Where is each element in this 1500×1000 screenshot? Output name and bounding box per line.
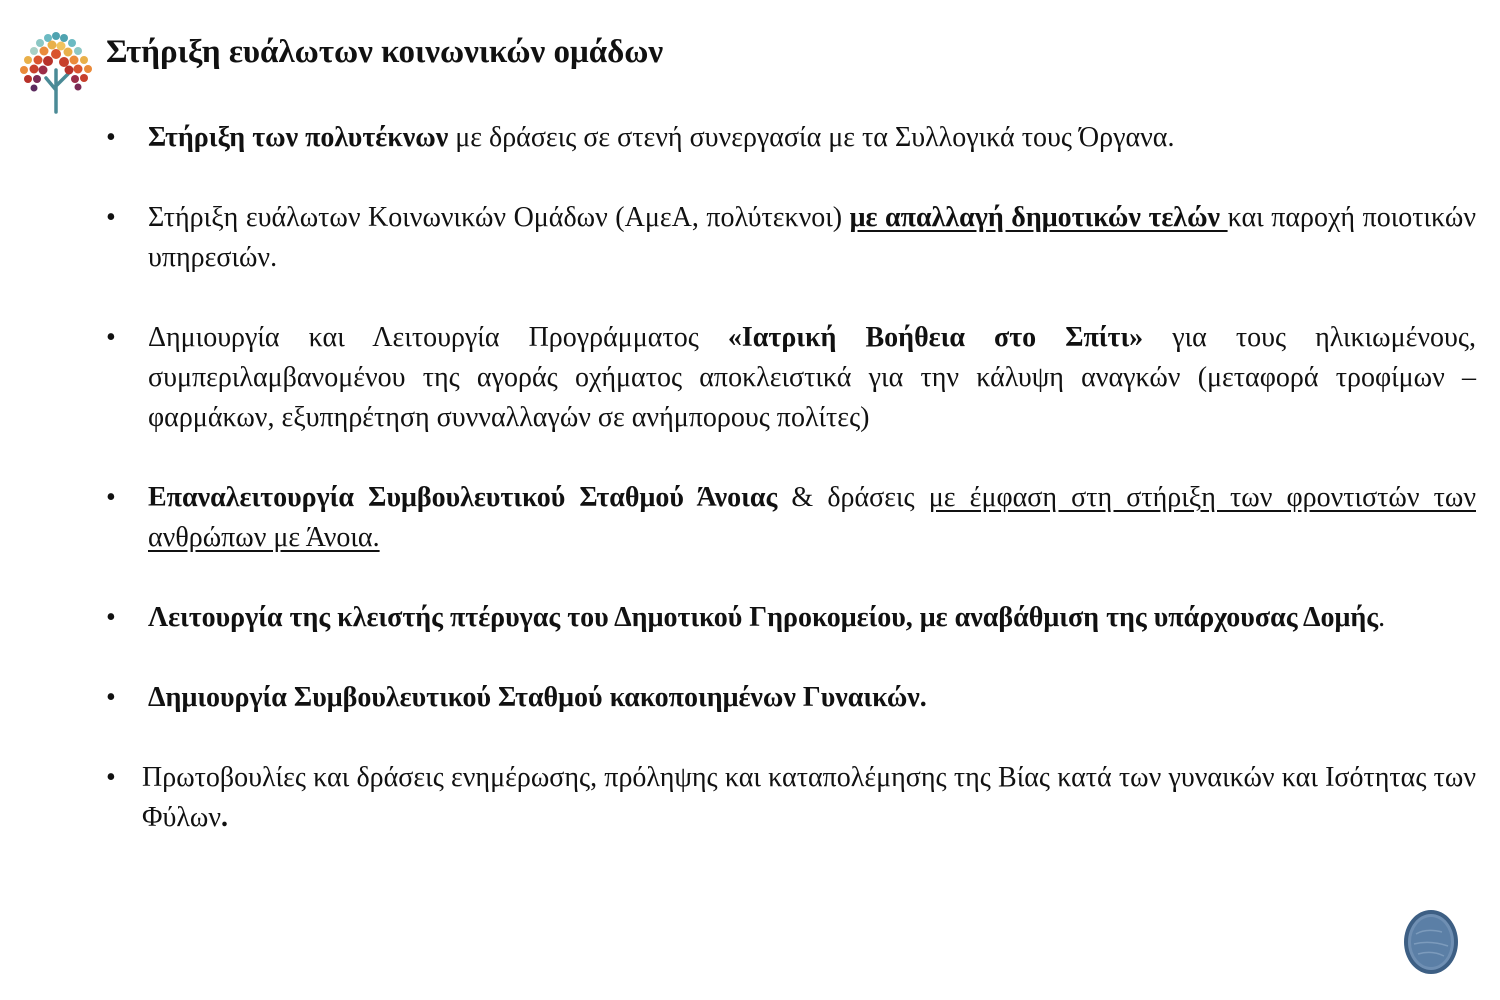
bullet-symbol: • xyxy=(106,482,116,513)
bullet-underlined-text: με έμφαση στη στήριξη των φροντιστών των ανθρώπων με Άνοια. xyxy=(148,482,1476,553)
bullet-item-home-medical-care xyxy=(106,318,1476,438)
bullet-item-violence-prevention xyxy=(106,758,1476,838)
bullet-symbol: • xyxy=(106,122,116,153)
bullet-symbol: • xyxy=(106,682,116,713)
bullet-item-women-counseling xyxy=(106,678,1476,718)
bullet-text: & δράσεις xyxy=(777,482,929,513)
bullet-symbol: • xyxy=(106,322,116,353)
bullet-symbol: • xyxy=(106,602,116,633)
bullet-item-nursing-home xyxy=(106,598,1476,638)
slide-title: Στήριξη ευάλωτων κοινωνικών ομάδων xyxy=(106,34,664,70)
tree-logo-icon xyxy=(10,24,102,114)
bullet-text: με δράσεις σε στενή συνεργασία με τα Συλλογικά τους Όργανα. xyxy=(448,122,1175,153)
bullet-text: Δημιουργία και Λειτουργία Προγράμματος xyxy=(148,322,728,353)
bullet-bold-text: Επαναλειτουργία Συμβουλευτικού Σταθμού Άνοιας xyxy=(148,482,778,513)
bullet-bold-underlined-text: με απαλλαγή δημοτικών τελών xyxy=(849,202,1228,233)
bullet-bold-text: Δημιουργία Συμβουλευτικού Σταθμού κακοποιημένων Γυναικών. xyxy=(148,682,927,713)
bullet-list xyxy=(106,118,1476,838)
bullet-bold-text: Στήριξη των πολυτέκνων xyxy=(148,122,449,153)
bullet-symbol: • xyxy=(106,202,116,233)
bullet-item-large-families xyxy=(106,118,1476,158)
bullet-text: και παροχή ποιοτικών υπηρεσιών. xyxy=(148,202,1477,273)
bullet-bold-text: . xyxy=(221,802,228,833)
bullet-bold-text: «Ιατρική Βοήθεια στο Σπίτι» xyxy=(727,322,1144,353)
bullet-bold-text: Λειτουργία της κλειστής πτέρυγας του Δημοτικού Γηροκομείου, με αναβάθμιση της υπάρχουσας Δομής xyxy=(148,602,1379,633)
bullet-text: Στήριξη ευάλωτων Κοινωνικών Ομάδων (ΑμεΑ, πολύτεκνοι) xyxy=(148,202,850,233)
bullet-text: . xyxy=(1378,602,1386,633)
bullet-item-dementia-center xyxy=(106,478,1476,558)
bullet-text: Πρωτοβουλίες και δράσεις ενημέρωσης, πρόληψης και καταπολέμησης της Βίας κατά των γυναικών και Ισότητας των Φύλων xyxy=(142,762,1476,833)
bullet-text: για τους ηλικιωμένους, συμπεριλαμβανομένου της αγοράς οχήματος αποκλειστικά για την κάλυψη αναγκών (μεταφορά τροφίμων – φαρμάκων, εξυπηρέτηση συνναλλαγών σε ανήμπορους πολίτες) xyxy=(148,322,1476,433)
bullet-symbol: • xyxy=(106,762,116,793)
page-circle-icon xyxy=(1402,908,1460,976)
bullet-item-vulnerable-groups xyxy=(106,198,1476,278)
